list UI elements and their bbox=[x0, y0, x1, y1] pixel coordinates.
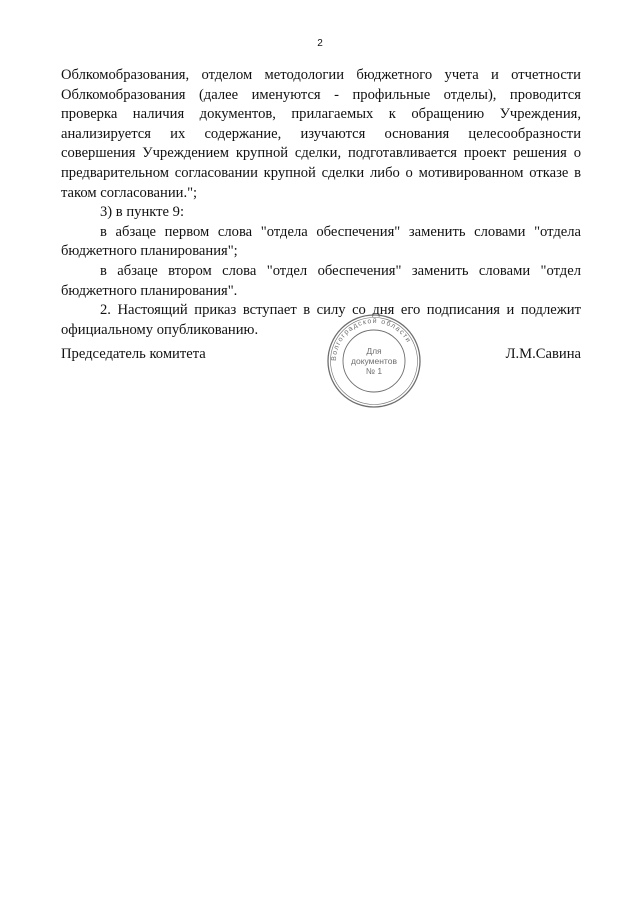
paragraph-second-subitem: в абзаце втором слова "отдел обеспечения" заменить словами "отдел бюджетного планирования". bbox=[61, 262, 581, 299]
stamp-ring-text: Волгоградской области bbox=[330, 317, 413, 362]
stamp-center-line1: Для bbox=[366, 346, 382, 356]
paragraph-item-3: 3) в пункте 9: bbox=[100, 204, 185, 221]
seal-stamp bbox=[326, 313, 422, 409]
paragraph-continuation: Облкомобразования, отделом методологии бюджетного учета и отчетности Облкомобразования (далее именуются - профильные отделы), проводится проверка наличия документов, прилагаемых к обращению Учреждения, анализируется их содержание, изучаются основания целесообразности совершения Учреждением крупной сделки, подготавливается проект решения о предварительном согласовании крупной сделки либо о мотивированном отказе в таком согласовании."; bbox=[61, 67, 581, 201]
paragraph-item-2: 2. Настоящий приказ вступает в силу со дня его подписания и подлежит официальному опубликованию. bbox=[61, 302, 581, 338]
signature-block bbox=[61, 344, 581, 364]
paragraph-first-subitem: в абзаце первом слова "отдела обеспечения" заменить словами "отдела бюджетного планирования"; bbox=[61, 223, 581, 260]
signatory-name: Л.М.Савина bbox=[505, 346, 581, 362]
stamp-center-line2: документов bbox=[351, 356, 397, 366]
page-number: 2 bbox=[317, 38, 323, 49]
document-body bbox=[61, 66, 581, 340]
signatory-title: Председатель комитета bbox=[61, 346, 206, 362]
stamp-center-line3: № 1 bbox=[365, 366, 383, 376]
